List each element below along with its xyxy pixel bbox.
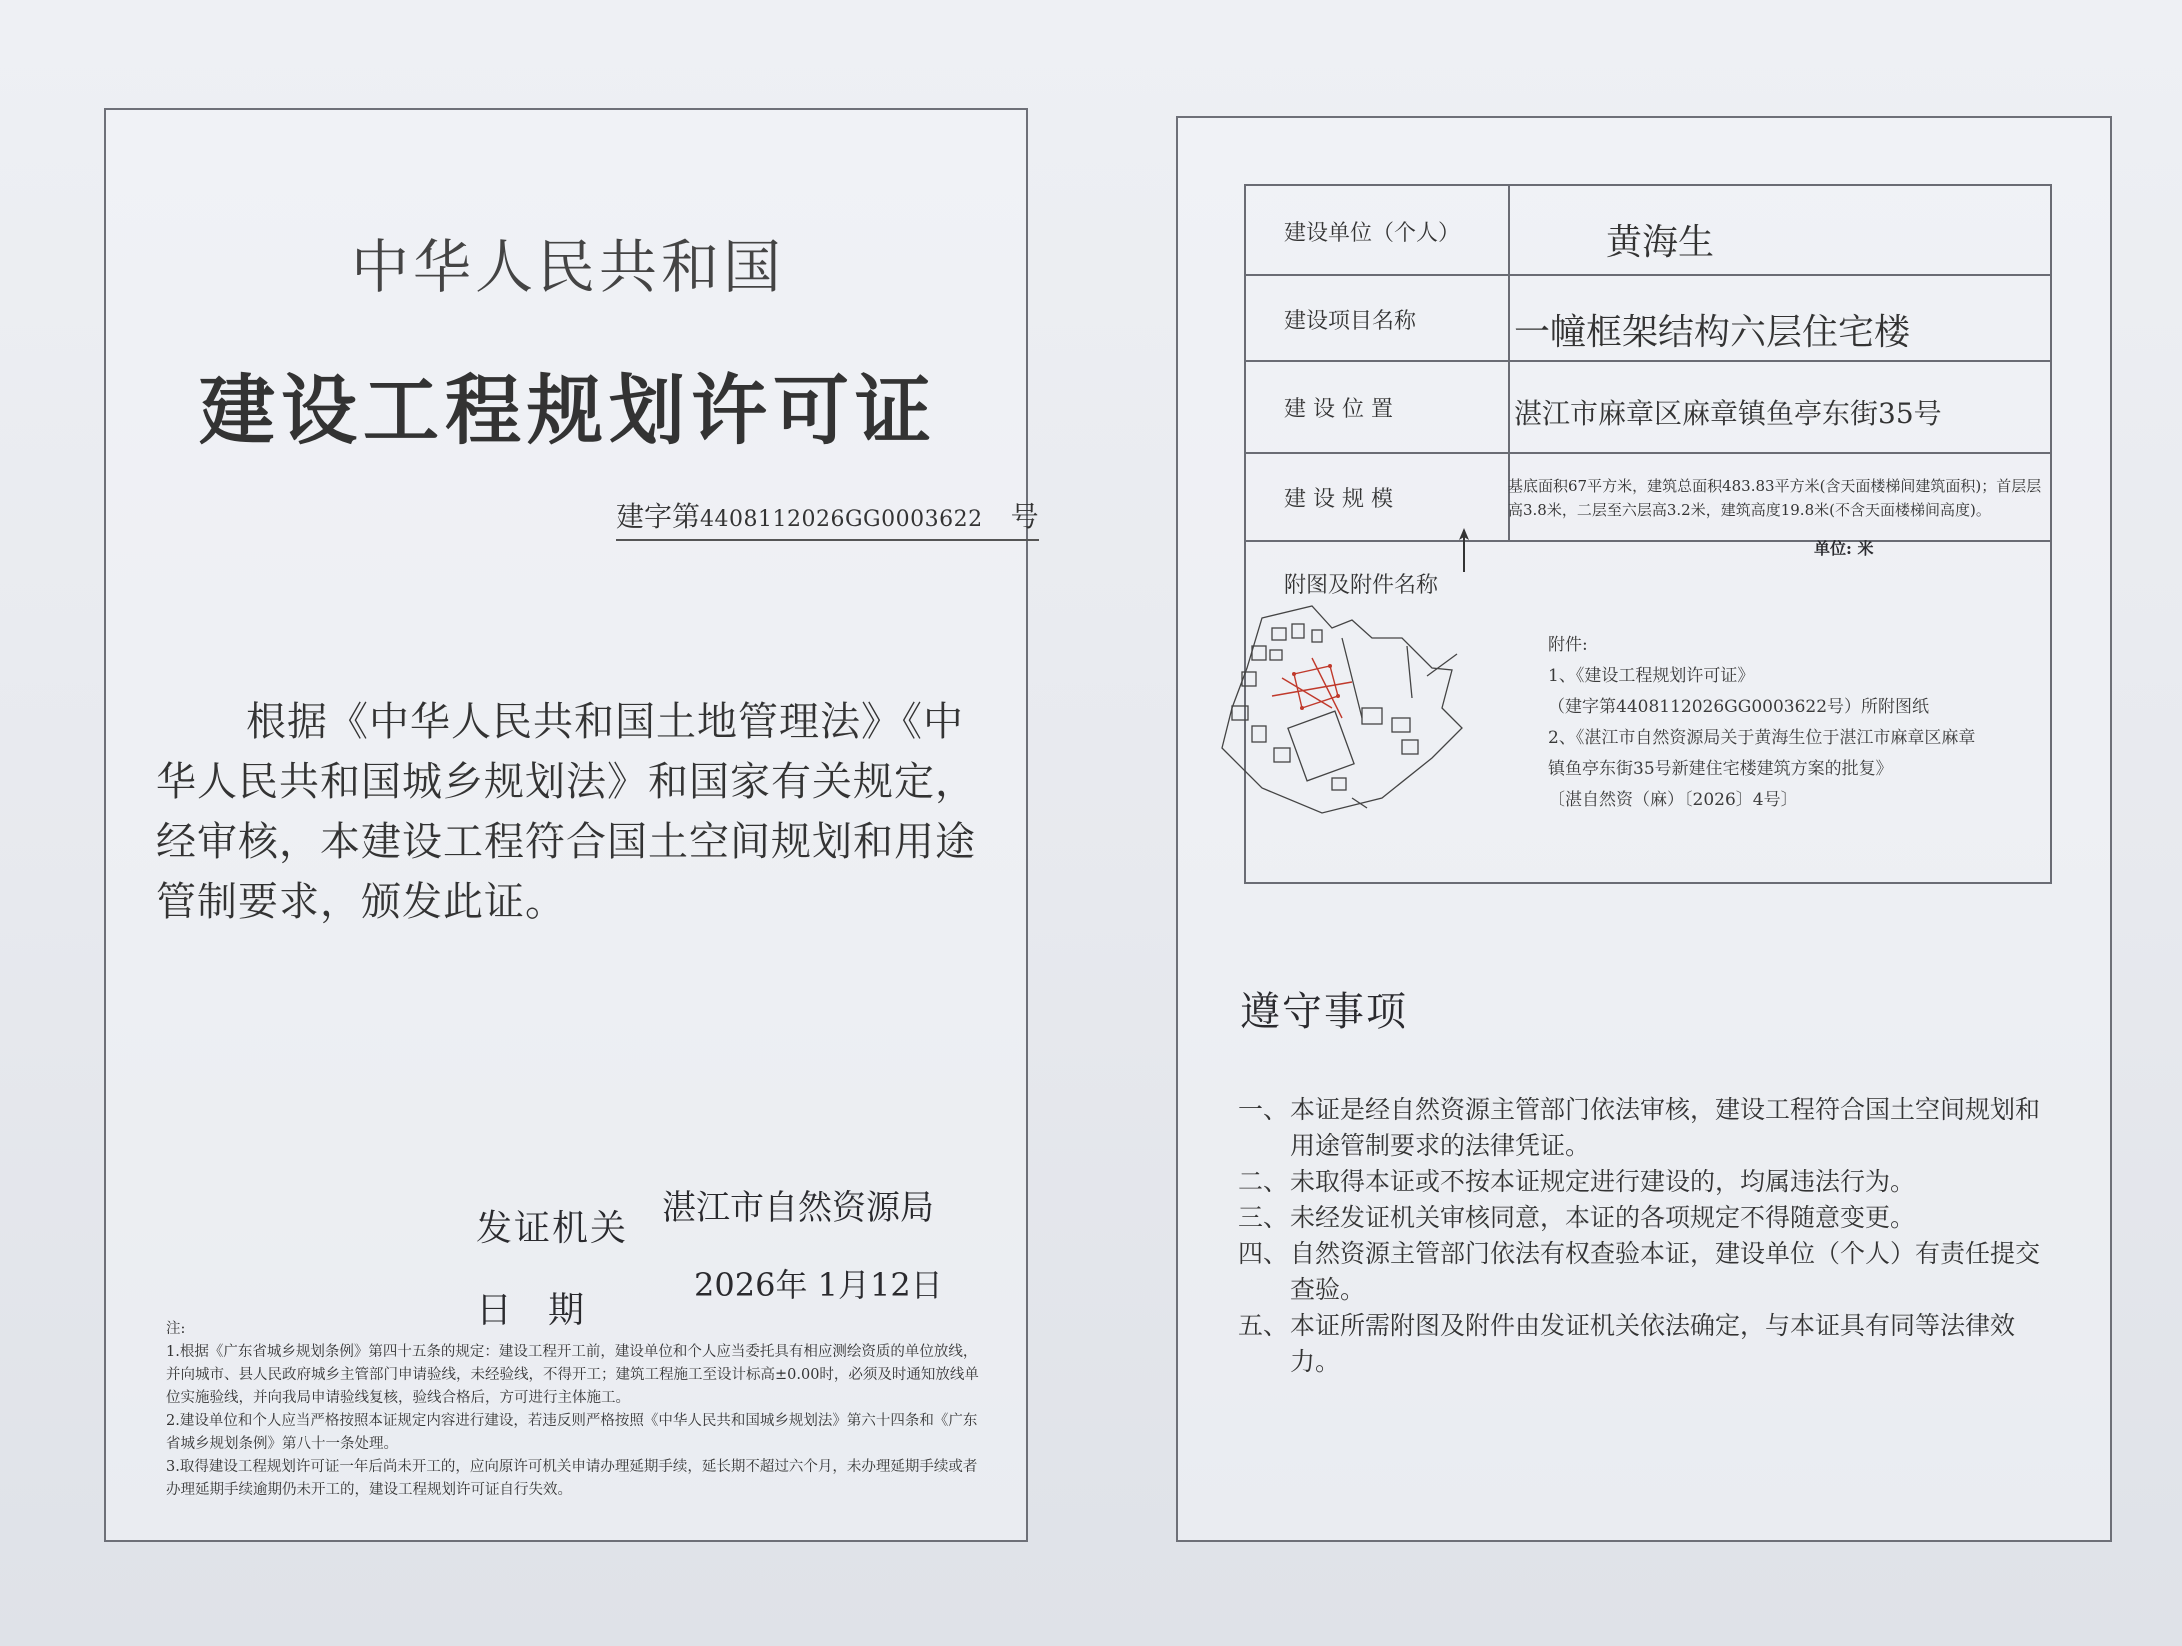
unit-label: 单位: 米 — [1814, 539, 1874, 558]
project-scale: 基底面积67平方米，建筑总面积483.83平方米(含天面楼梯间建筑面积)；首层层高3.8米，二层至六层高3.2米，建筑高度19.8米(不含天面楼梯间高度)。 — [1508, 477, 2042, 519]
project-location: 湛江市麻章区麻章镇鱼亭东街35号 — [1514, 397, 1942, 430]
date-label: 日期 — [476, 1290, 621, 1331]
number-value: 4408112026GG0003622 — [700, 507, 983, 532]
rule-item — [1238, 1236, 2058, 1308]
attachment-line: 〔湛自然资（麻）〔2026〕4号〕 — [1548, 790, 1798, 810]
certificate-title: 建设工程规划许可证 — [199, 366, 937, 455]
number-suffix: 号 — [1010, 500, 1039, 533]
row-label: 建设单位（个人） — [1284, 221, 1461, 246]
rule-item — [1238, 1164, 2058, 1200]
certificate-detail-page — [1176, 116, 2112, 1542]
rule-item — [1238, 1092, 2058, 1164]
legal-basis-text: 根据《中华人民共和国土地管理法》《中华人民共和国城乡规划法》和国家有关规定，经审核，本建设工程符合国土空间规划和用途管制要求，颁发此证。 — [156, 699, 976, 925]
rules-list — [1238, 1092, 2058, 1380]
attachment-line: （建字第4408112026GG0003622号）所附图纸 — [1548, 697, 1930, 717]
certificate-number — [616, 495, 1039, 541]
builder-name: 黄海生 — [1606, 222, 1715, 263]
rule-item — [1238, 1200, 2058, 1236]
issuer-label: 发证机关 — [476, 1208, 629, 1249]
issue-date: 2026年 1月12日 — [694, 1266, 943, 1304]
number-prefix: 建字第 — [616, 500, 701, 533]
row-label: 建 设 规 模 — [1284, 487, 1393, 512]
note-line: 3.取得建设工程规划许可证一年后尚未开工的，应向原许可机关申请办理延期手续，延长期不超过六个月，未办理延期手续或者办理延期手续逾期仍未开工的，建设工程规划许可证自行失效。 — [166, 1459, 978, 1498]
rule-text: 未经发证机关审核同意，本证的各项规定不得随意变更。 — [1290, 1203, 1916, 1232]
attachment-line: 2、《湛江市自然资源局关于黄海生位于湛江市麻章区麻章镇鱼亭东街35号新建住宅楼建筑方案的批复》 — [1548, 728, 1976, 779]
attachment-line: 附件: — [1548, 635, 1588, 655]
row-label: 建 设 位 置 — [1284, 397, 1393, 422]
country-title: 中华人民共和国 — [350, 233, 785, 301]
rule-index: 四、 — [1238, 1239, 1289, 1268]
rule-index: 五、 — [1238, 1311, 1289, 1340]
rule-text: 本证所需附图及附件由发证机关依法确定，与本证具有同等法律效力。 — [1290, 1311, 2016, 1376]
rule-text: 自然资源主管部门依法有权查验本证，建设单位（个人）有责任提交查验。 — [1290, 1239, 2041, 1304]
rule-text: 本证是经自然资源主管部门依法审核，建设工程符合国土空间规划和用途管制要求的法律凭证。 — [1290, 1095, 2041, 1160]
table-row — [1246, 276, 2050, 362]
attachment-line: 1、《建设工程规划许可证》 — [1548, 666, 1755, 686]
north-arrow-icon — [1454, 526, 1474, 576]
rule-index: 三、 — [1238, 1203, 1289, 1232]
rules-heading: 遵守事项 — [1240, 989, 1408, 1035]
rule-index: 二、 — [1238, 1167, 1289, 1196]
rule-index: 一、 — [1238, 1095, 1289, 1124]
notes-block — [166, 1318, 986, 1502]
row-label: 附图及附件名称 — [1284, 573, 1439, 598]
table-row — [1246, 454, 2050, 542]
rule-item — [1238, 1308, 2058, 1380]
note-line: 1.根据《广东省城乡规划条例》第四十五条的规定：建设工程开工前，建设单位和个人应当委托具有相应测绘资质的单位放线，并向城市、县人民政府城乡主管部门申请验线，未经验线，不得开工；建筑工程施工至设计标高±0.00时，必须及时通知放线单位实施验线，并向我局申请验线复核，验线合格后，方可进行主体施工。 — [166, 1344, 979, 1406]
project-name: 一幢框架结构六层住宅楼 — [1514, 312, 1911, 353]
note-line: 2.建设单位和个人应当严格按照本证规定内容进行建设，若违反则严格按照《中华人民共和国城乡规划法》第六十四条和《广东省城乡规划条例》第八十一条处理。 — [166, 1413, 978, 1452]
site-plan-drawing — [1202, 598, 1502, 818]
certificate-cover-page — [104, 108, 1039, 1542]
note-line: 注: — [166, 1321, 186, 1337]
attachment-list — [1548, 630, 1978, 816]
table-row — [1246, 186, 2050, 276]
row-label: 建设项目名称 — [1284, 309, 1417, 334]
rule-text: 未取得本证或不按本证规定进行建设的，均属违法行为。 — [1290, 1167, 1916, 1196]
issuer-value: 湛江市自然资源局 — [662, 1188, 934, 1228]
table-row — [1246, 362, 2050, 454]
